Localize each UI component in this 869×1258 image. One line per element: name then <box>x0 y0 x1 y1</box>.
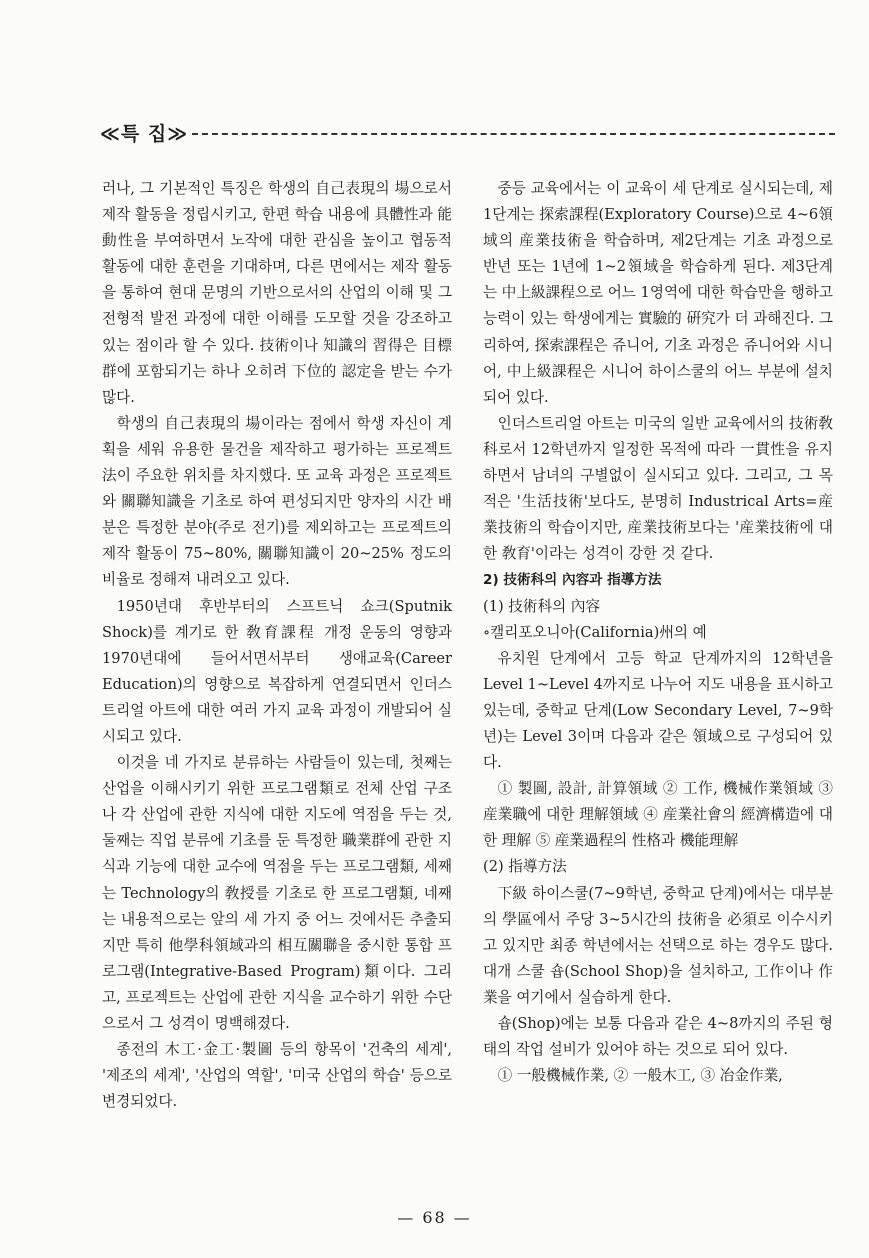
section-header <box>100 120 835 144</box>
paragraph: 학생의 自己表現의 場이라는 점에서 학생 자신이 계획을 세워 유용한 물건을 제작하고 평가하는 프로젝트 法이 주요한 위치를 차지했다. 또 교육 과정은 프로젝트와 關聯知識을 기초로 하여 편성되지만 양자의 시간 배분은 특정한 분야(주로 전기)를 제외하고는 프로젝트의 제작 활동이 75~80%, 關聯知識이 20~25% 정도의 비율로 정해져 내려오고 있다. <box>102 414 452 589</box>
domain-list: ① 製圖, 設計, 計算領域 ② 工作, 機械作業領域 ③ 産業職에 대한 理解領域 ④ 産業社會의 經濟構造에 대한 理解 ⑤ 産業過程의 性格과 機能理解 <box>483 780 833 850</box>
paragraph: 유치원 단계에서 고등 학교 단계까지의 12학년을 Level 1~Level 4까지로 나누어 지도 내용을 표시하고 있는데, 중학교 단계(Low Secondary Level, 7~9학년)는 Level 3이며 다음과 같은 領域으로 구성되어 있다. <box>483 649 833 772</box>
paragraph: 下級 하이스쿨(7~9학년, 중학교 단계)에서는 대부분의 學區에서 주당 3~5시간의 技術을 必須로 이수시키고 있지만 최종 학년에서는 선택으로 하는 경우도 많다. 대개 스쿨 숍(School Shop)을 설치하고, 工作이나 作業을 여기에서 실습하게 한다. <box>483 884 833 1006</box>
paragraph: 1950년대 후반부터의 스프트닉 쇼크(Sputnik Shock)를 계기로 한 敎育課程 개정 운동의 영향과 1970년대에 들어서면서부터 생애교육(Career Education)의 영향으로 복잡하게 연결되면서 인더스트리얼 아트에 대한 여러 가지 교육 과정이 개발되어 실시되고 있다. <box>102 597 452 745</box>
header-dotted-rule <box>192 133 835 135</box>
bullet-label: ∘캘리포오니아(California)州의 예 <box>483 623 707 641</box>
subsection-heading: 2) 技術科의 內容과 指導方法 <box>483 572 662 589</box>
paragraph: 종전의 木工·金工·製圖 등의 항목이 '건축의 세계', '제조의 세계', '산업의 역할', '미국 산업의 학습' 등으로 변경되었다. <box>102 1041 452 1111</box>
sub-heading: (1) 技術科의 內容 <box>483 597 601 615</box>
paragraph: 중등 교육에서는 이 교육이 세 단계로 실시되는데, 제1단계는 探索課程(Exploratory Course)으로 4~6領域의 産業技術을 학습하며, 제2단계는 기초 과정으로 반년 또는 1년에 1~2領域을 학습하게 된다. 제3단계는 中上級課程으로 어느 1영역에 대한 학습만을 행하고 능력이 있는 학생에게는 實驗的 硏究가 더 과해진다. 그리하여, 探索課程은 쥬니어, 기초 과정은 쥬니어와 시니어, 中上級課程은 시니어 하이스쿨의 어느 부분에 설치되어 있다. <box>483 180 833 406</box>
paragraph: 러나, 그 기본적인 특징은 학생의 自己表現의 場으로서 제작 활동을 정립시키고, 한편 학습 내용에 具體性과 能動性을 부여하면서 노작에 대한 관심을 높이고 협동적 활동에 대한 훈련을 기대하며, 다른 면에서는 제작 활동을 통하여 현대 문명의 기반으로서의 산업의 이해 및 그 전형적 발전 과정에 대한 이해를 도모할 것을 강조하고 있는 점이라 할 수 있다. 技術이나 知識의 習得은 目標群에 포함되기는 하나 오히려 下位的 認定을 받는 수가 많다. <box>102 180 452 406</box>
paragraph: 이것을 네 가지로 분류하는 사람들이 있는데, 첫째는 산업을 이해시키기 위한 프로그램類로 전체 산업 구조나 각 산업에 관한 지식에 대한 지도에 역점을 두는 것, 둘째는 직업 분류에 기초를 둔 특정한 職業群에 관한 지식과 기능에 대한 교수에 역점을 두는 프로그램類, 세째는 Technology의 敎授를 기초로 한 프로그램類, 네째는 내용적으로는 앞의 세 가지 중 어느 것에서든 추출되지만 특히 他學科領域과의 相互關聯을 중시한 통합 프로그램(Integrative-Based Program)類이다. 그리고, 프로젝트는 산업에 관한 지식을 교수하기 위한 수단으로서 그 성격이 명백해졌다. <box>102 754 452 1032</box>
section-title: ≪특 집≫ <box>100 122 189 145</box>
left-column <box>102 176 452 1115</box>
page-number: — 68 — <box>397 1208 472 1227</box>
paragraph: ① 一般機械作業, ② 一般木工, ③ 冶金作業, <box>497 1067 783 1085</box>
paragraph: 인더스트리얼 아트는 미국의 일반 교육에서의 技術敎科로서 12학년까지 일정한 목적에 따라 一貫性을 유지하면서 남녀의 구별없이 실시되고 있다. 그리고, 그 목적은 '生活技術'보다도, 분명히 Industrical Arts=産業技術의 학습이지만, 産業技術보다는 '産業技術에 대한 敎育'이라는 성격이 강한 것 같다. <box>483 414 833 563</box>
paragraph: 숍(Shop)에는 보통 다음과 같은 4~8까지의 주된 형태의 작업 설비가 있어야 하는 것으로 되어 있다. <box>483 1015 833 1059</box>
sub-heading: (2) 指導方法 <box>483 858 567 876</box>
right-column <box>483 176 833 1089</box>
